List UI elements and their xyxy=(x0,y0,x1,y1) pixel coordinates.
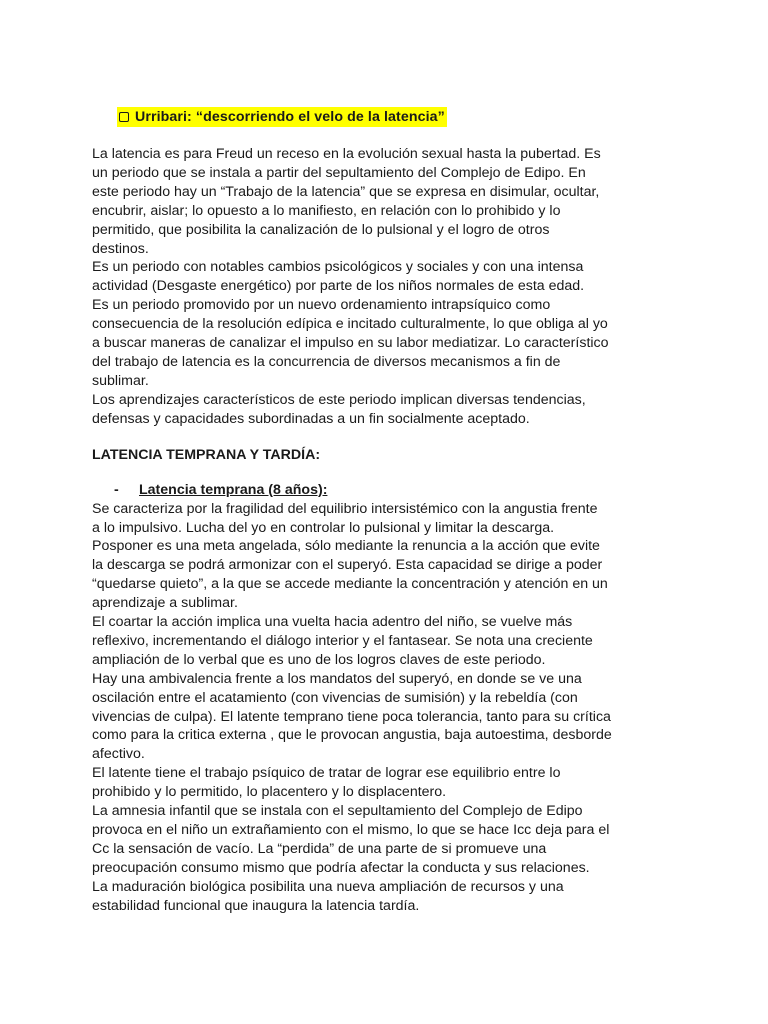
subsection-heading xyxy=(114,481,682,500)
text-line: provoca en el niño un extrañamiento con el mismo, lo que se hace Icc deja para el xyxy=(92,822,610,838)
text-line: ampliación de lo verbal que es uno de los logros claves de este periodo. xyxy=(92,651,546,668)
text-line: Es un periodo con notables cambios psicológicos y sociales y con una intensa xyxy=(92,259,584,276)
text-line: defensas y capacidades subordinadas a un fin socialmente aceptado. xyxy=(92,410,530,427)
text-line: sublimar. xyxy=(92,372,149,389)
text-line: actividad (Desgaste energético) por parte de los niños normales de esta edad. xyxy=(92,278,585,295)
text-line: consecuencia de la resolución edípica e incitado culturalmente, lo que obliga al yo xyxy=(92,316,608,333)
text-line: Posponer es una meta angelada, sólo mediante la renuncia a la acción que evite xyxy=(92,538,600,555)
text-line: preocupación consumo mismo que podría afectar la conducta y sus relaciones. xyxy=(92,859,590,876)
text-line: Hay una ambivalencia frente a los mandatos del superyó, en donde se ve una xyxy=(92,670,582,687)
text-line: la descarga se podrá armonizar con el superyó. Esta capacidad se dirige a poder xyxy=(92,557,603,574)
text-line: Se caracteriza por la fragilidad del equilibrio intersistémico con la angustia frente xyxy=(92,500,598,517)
text-line: a lo impulsivo. Lucha del yo en controlar lo pulsional y limitar la descarga. xyxy=(92,519,555,536)
text-line: estabilidad funcional que inaugura la latencia tardía. xyxy=(92,897,420,914)
text-line: La amnesia infantil que se instala con el sepultamiento del Complejo de Edipo xyxy=(92,803,583,820)
text-line: del trabajo de latencia es la concurrencia de diversos mecanismos a fin de xyxy=(92,353,561,370)
intro-paragraph xyxy=(92,145,682,429)
document-page xyxy=(92,105,682,916)
bullet-dash: - xyxy=(114,481,119,498)
text-line: permitido, que posibilita la canalización de lo pulsional y el logro de otros xyxy=(92,221,550,238)
section-heading: LATENCIA TEMPRANA Y TARDÍA: xyxy=(92,446,321,463)
text-line: prohibido y lo permitido, lo placentero y lo displacentero. xyxy=(92,784,447,801)
text-line: El coartar la acción implica una vuelta hacia adentro del niño, se vuelve más xyxy=(92,614,573,631)
text-line: El latente tiene el trabajo psíquico de tratar de lograr ese equilibrio entre lo xyxy=(92,765,561,782)
document-title: Urribari: “descorriendo el velo de la latencia” xyxy=(135,109,445,125)
text-line: “quedarse quieto”, a la que se accede mediante la concentración y atención en un xyxy=(92,576,608,593)
checkbox-icon[interactable] xyxy=(119,112,129,122)
text-line: este periodo hay un “Trabajo de la latencia” que se expresa en disimular, ocultar, xyxy=(92,183,600,200)
text-line: La latencia es para Freud un receso en la evolución sexual hasta la pubertad. Es xyxy=(92,146,601,162)
text-line: reflexivo, incrementando el diálogo interior y el fantasear. Se nota una creciente xyxy=(92,632,593,649)
text-line: destinos. xyxy=(92,240,149,257)
text-line: Cc la sensación de vacío. La “perdida” de una parte de si promueve una xyxy=(92,840,547,857)
text-line: a buscar maneras de canalizar el impulso en su labor mediatizar. Lo característico xyxy=(92,335,609,352)
title-highlight xyxy=(117,107,447,127)
text-line: Los aprendizajes característicos de este periodo implican diversas tendencias, xyxy=(92,391,586,408)
text-line: Es un periodo promovido por un nuevo ordenamiento intrapsíquico como xyxy=(92,297,551,314)
text-line: La maduración biológica posibilita una nueva ampliación de recursos y una xyxy=(92,878,564,895)
text-line: aprendizaje a sublimar. xyxy=(92,595,238,612)
title-line xyxy=(117,105,682,129)
text-line: encubrir, aislar; lo opuesto a lo manifiesto, en relación con lo prohibido y lo xyxy=(92,202,561,219)
subsection-label: Latencia temprana (8 años): xyxy=(139,481,328,498)
text-line: como para la critica externa , que le provocan angustia, baja autoestima, desborde xyxy=(92,727,612,744)
body-paragraph xyxy=(92,500,682,916)
text-line: un periodo que se instala a partir del sepultamiento del Complejo de Edipo. En xyxy=(92,164,586,181)
text-line: vivencias de culpa). El latente temprano tiene poca tolerancia, tanto para su crítica xyxy=(92,708,611,725)
text-line: afectivo. xyxy=(92,746,145,763)
text-line: oscilación entre el acatamiento (con vivencias de sumisión) y la rebeldía (con xyxy=(92,689,578,706)
